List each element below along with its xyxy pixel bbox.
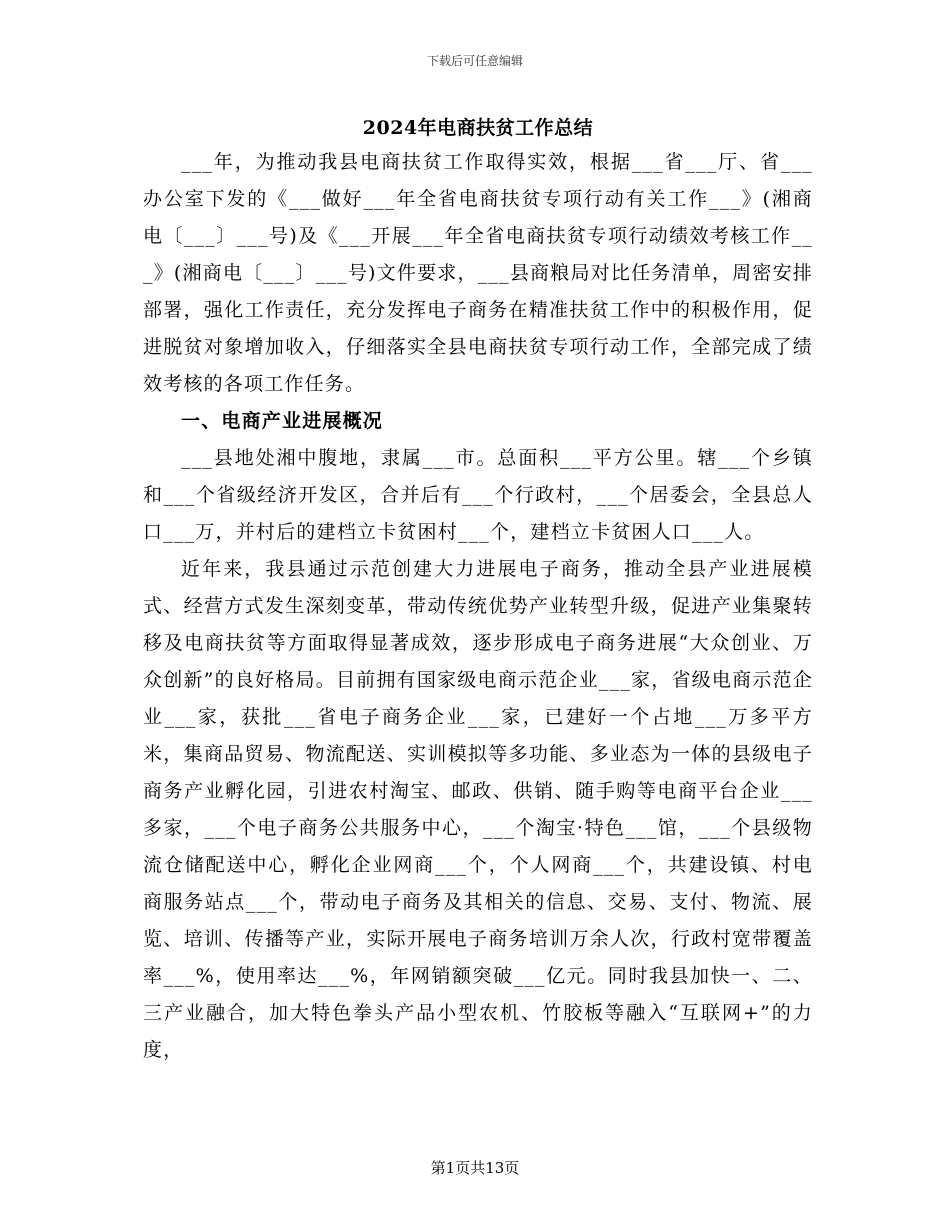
document-title: 2024年电商扶贫工作总结 <box>362 117 594 139</box>
section-heading: 一、电商产业进展概况 <box>181 410 384 432</box>
page-footer: 第1页共13页 <box>430 1159 520 1177</box>
header-note: 下载后可任意编辑 <box>426 54 523 68</box>
document-body <box>143 112 813 1069</box>
section-paragraph-overview: ___县地处湘中腹地，隶属___市。总面积___平方公里。辖___个乡镇和___个省级经济开发区，合并后有___个行政村，___个居委会，全县总人口___万，并村后的建档立卡贫困村___个，建档立卡贫困人口___人。 <box>143 447 813 543</box>
intro-paragraph: ___年，为推动我县电商扶贫工作取得实效，根据___省___厅、省___办公室下发的《___做好___年全省电商扶贫专项行动有关工作___》(湘商电〔___〕___号)及《___开展___年全省电商扶贫专项行动绩效考核工作___》(湘商电〔___〕___号)文件要求，___县商粮局对比任务清单，周密安排部署，强化工作责任，充分发挥电子商务在精准扶贫工作中的积极作用，促进脱贫对象增加收入，仔细落实全县电商扶贫专项行动工作，全部完成了绩效考核的各项工作任务。 <box>143 151 813 395</box>
section-paragraph-progress: 近年来，我县通过示范创建大力进展电子商务，推动全县产业进展模式、经营方式发生深刻变革，带动传统优势产业转型升级，促进产业集聚转移及电商扶贫等方面取得显著成效，逐步形成电子商务进展“大众创业、万众创新”的良好格局。目前拥有国家级电商示范企业___家，省级电商示范企业___家，获批___省电子商务企业___家，已建好一个占地___万多平方米，集商品贸易、物流配送、实训模拟等多功能、多业态为一体的县级电子商务产业孵化园，引进农村淘宝、邮政、供销、随手购等电商平台企业___多家，___个电子商务公共服务中心，___个淘宝·特色___馆，___个县级物流仓储配送中心，孵化企业网商___个，个人网商___个，共建设镇、村电商服务站点___个，带动电子商务及其相关的信息、交易、支付、物流、展览、培训、传播等产业，实际开展电子商务培训万余人次，行政村宽带覆盖率___%，使用率达___%，年网销额突破___亿元。同时我县加快一、二、三产业融合，加大特色拳头产品小型农机、竹胶板等融入“互联网+”的力度， <box>143 558 813 1061</box>
